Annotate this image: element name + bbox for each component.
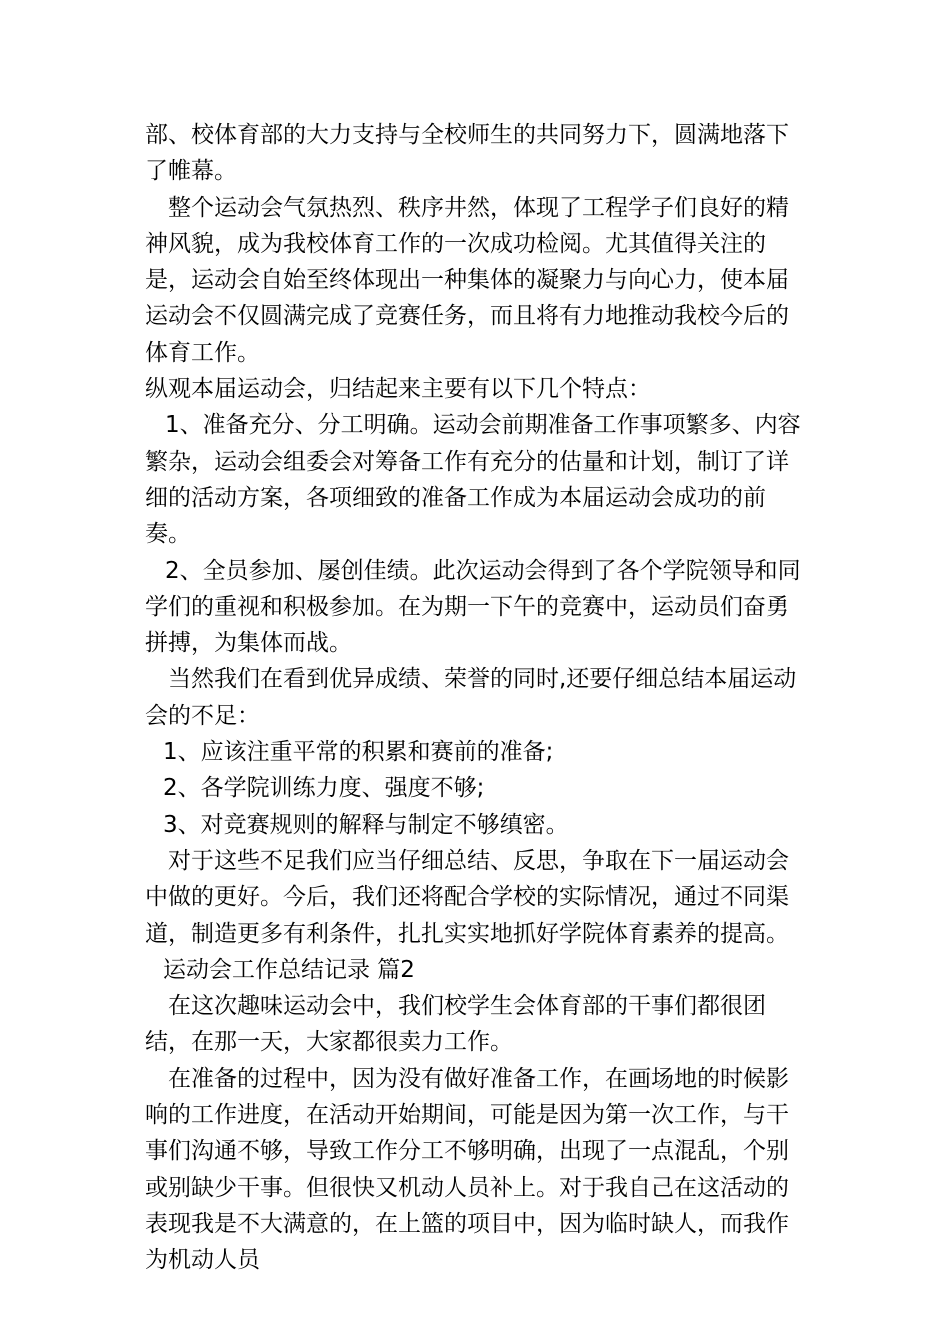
paragraph-continuation: 部、校体育部的大力支持与全校师生的共同努力下，圆满地落下了帷幕。 — [145, 122, 789, 185]
paragraph-part2-intro: 在这次趣味运动会中，我们校学生会体育部的干事们都很团结，在那一天，大家都很卖力工作。 — [145, 993, 766, 1056]
document-body — [145, 117, 810, 1279]
paragraph-reflection: 对于这些不足我们应当仔细总结、反思，争取在下一届运动会中做的更好。今后，我们还将配合学校的实际情况，通过不同渠道，制造更多有利条件，扎扎实实地抓好学院体育素养的提高。 — [145, 847, 789, 947]
list-item-shortcoming-2: 2、各学院训练力度、强度不够; — [163, 775, 485, 802]
paragraph-feature-1: 1、准备充分、分工明确。运动会前期准备工作事项繁多、内容繁杂，运动会组委会对筹备工作有充分的估量和计划，制订了详细的活动方案，各项细致的准备工作成为本届运动会成功的前奏。 — [145, 412, 801, 548]
section-heading-part-2: 运动会工作总结记录 篇2 — [163, 956, 415, 983]
list-item-shortcoming-1: 1、应该注重平常的积累和赛前的准备; — [163, 739, 554, 766]
paragraph-feature-2: 2、全员参加、屡创佳绩。此次运动会得到了各个学院领导和同学们的重视和积极参加。在为期一下午的竞赛中，运动员们奋勇拼搏，为集体而战。 — [145, 557, 801, 657]
list-item-shortcoming-3: 3、对竞赛规则的解释与制定不够缜密。 — [163, 811, 569, 838]
paragraph-shortcomings-intro: 当然我们在看到优异成绩、荣誉的同时,还要仔细总结本届运动会的不足： — [145, 666, 797, 729]
paragraph-atmosphere: 整个运动会气氛热烈、秩序井然，体现了工程学子们良好的精神风貌，成为我校体育工作的一次成功检阅。尤其值得关注的是，运动会自始至终体现出一种集体的凝聚力与向心力，使本届运动会不仅圆满完成了竞赛任务，而且将有力地推动我校今后的体育工作。 — [145, 194, 789, 366]
paragraph-part2-preparation: 在准备的过程中，因为没有做好准备工作，在画场地的时候影响的工作进度，在活动开始期间，可能是因为第一次工作，与干事们沟通不够，导致工作分工不够明确，出现了一点混乱，个别或别缺少干事。但很快又机动人员补上。对于我自己在这活动的表现我是不大满意的，在上篮的项目中，因为临时缺人，而我作为机动人员 — [145, 1065, 789, 1274]
paragraph-features-intro: 纵观本届运动会，归结起来主要有以下几个特点： — [145, 376, 651, 403]
